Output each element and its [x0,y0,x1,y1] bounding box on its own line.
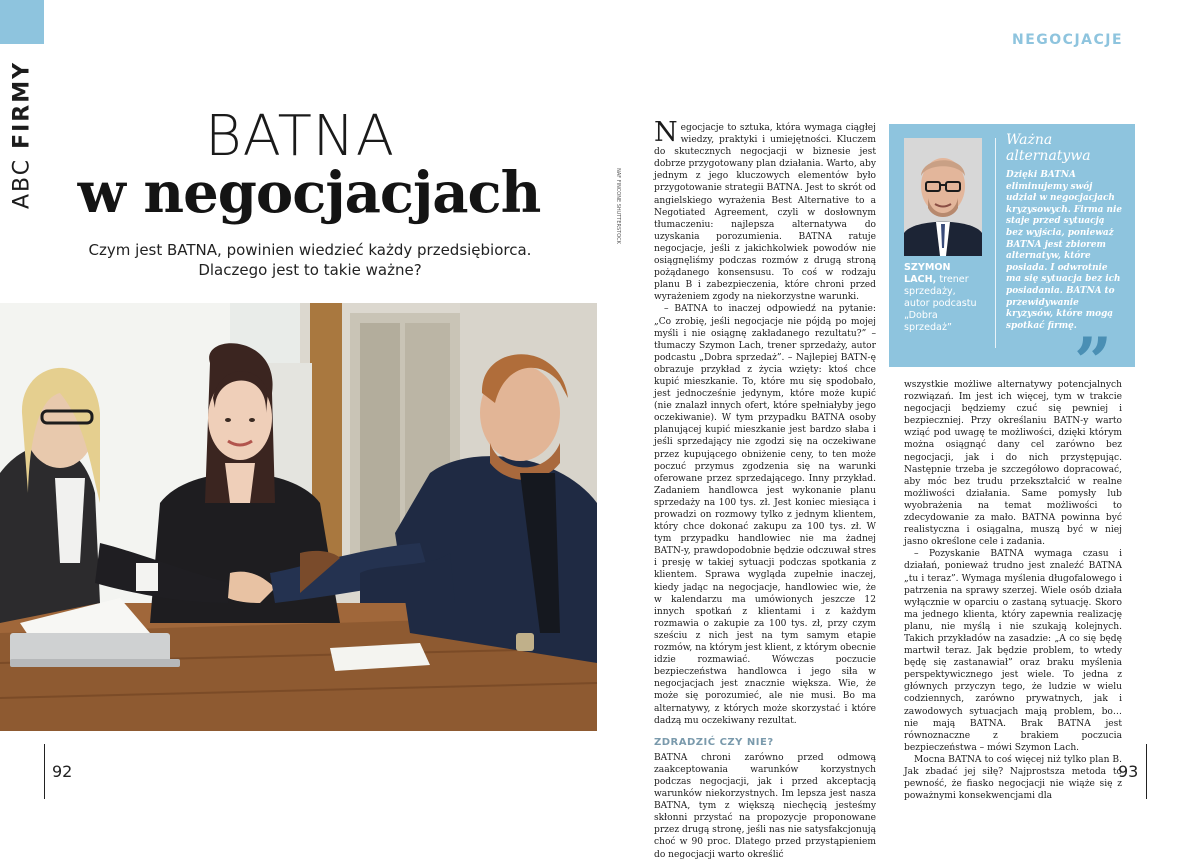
article-paragraph: – BATNA to inaczej odpowiedź na pytanie: „Co zrobię, jeśli negocjacje nie pójdą po mojej myśli i nie osiągnę zakładanego rezultatu?” – tłumaczy Szymon Lach, trener sprzedaży, autor podcastu „Dobra sprzedaż”. – Najlepiej BATN-ę obrazuje przykład z życia wzięty: ktoś chce kupić mieszkanie. To, które mu się spodobało, jest jednocześnie jedynym, które może kupić (nie znalazł innych ofert, które spełniałyby jego oczekiwanie). W tym przypadku BATNA osoby planującej kupić mieszkanie jest bardzo słaba i jeśli sprzedający nie zgodzi się na oczekiwane przez kupującego obniżenie ceny, to ten może poczuć przymus zgodzenia się na warunki oferowane przez sprzedającego. Inny przykład. Zadaniem handlowca jest wykonanie planu sprzedaży na 100 tys. zł. Jest koniec miesiąca i prowadzi on rozmowy tylko z jednym klientem, który chce dokonać zakupu za 100 tys. zł. W tym przypadku handlowiec nie ma żadnej BATN-y, prawdopodobnie będzie odczuwał stres i presję w takiej sytuacji podczas spotkania z klientem. Sprawa wygląda zupełnie inaczej, kiedy jadąc na negocjacje, handlowiec wie, że w kalendarzu ma umówionych jeszcze 12 innych spotkań z klientami i z każdym rozmawia o zakupie za 100 tys. zł, przy czym sześciu z nich jest na tym samym etapie rozmów, na którym jest klient, z którym obecnie idzie rozmawiać. Wówczas poczucie bezpieczeństwa handlowca i jego siła w negocjacjach jest znacznie większa. Wie, że może się porozumieć, ale nie musi. Bo ma alternatywy, z których może skorzystać i które dadzą mu oczekiwany rezultat. [654,304,876,726]
author-caption [904,262,984,334]
author-name: SZYMON LACH, [904,262,951,285]
quote-mark-icon: ” [1074,323,1112,401]
section-label-light: ABC [9,148,35,210]
article-title-line2: w negocjacjach [77,160,541,226]
page-number-left: 92 [52,762,73,781]
sidebar-title: Ważna alternatywa [1006,132,1091,164]
article-paragraph: wszystkie możliwe alternatywy potencjalnych rozwiązań. Im jest ich więcej, tym w trakcie negocjacji będziemy czuć się pewniej i bezpieczniej. Przy określaniu BATN-y warto wziąć pod uwagę te możliwości, dzięki którym można osiągnąć dany cel zarówno bez negocjacji, jak i do nich przystępując. Następnie trzeba je szczegółowo dopracować, aby móc bez trudu przekształcić w realne możliwości działania. Same pomysły lub wyobrażenia na temat możliwości to zdecydowanie za mało. BATNA powinna być realistyczna i osiągalna, muszą być w niej jasno określone cele i zadania. [904,380,1122,548]
article-lead [60,240,560,280]
article-paragraph: BATNA chroni zarówno przed odmową zaakceptowania warunków korzystnych podczas negocjacji, jak i przed akceptacją warunków niekorzystnych. Im lepsza jest nasza BATNA, tym z większą niechęcią jesteśmy skłonni przystać na propozycje proponowane przez drugą stronę, jeśli nas nie satysfakcjonują choć w 90 proc. Dlatego przed przystąpieniem do negocjacji warto określić [654,752,876,860]
page-rule-right [1146,744,1147,799]
section-corner-block [0,0,44,44]
page-number-right: 93 [1118,762,1139,781]
lead-line-2: Dlaczego jest to takie ważne? [198,261,422,279]
paragraph-text: egocjacje to sztuka, która wymaga ciągłej wiedzy, praktyki i umiejętności. Kluczem do skutecznych negocjacji w biznesie jest dobrze przygotowany plan działania. Warto, aby jednym z jego kluczowych elementów było przygotowanie strategii BATNA. Jest to skrót od angielskiego wyrażenia Best Alternative to a Negotiated Agreement, czyli w dosłownym tłumaczeniu: najlepsza alternatywa do uzyskania porozumienia. BATNA ratuje negocjacje, jeśli z jakichkolwiek powodów nie osiągnęliśmy podczas rozmów z drugą stroną pożądanego konsensusu. To coś w rodzaju planu B i zabezpieczenia, które chroni przed wyrażeniem zgody na niekorzystne warunki. [654,123,876,303]
section-tag: NEGOCJACJE [1012,32,1124,48]
page-rule-left [44,744,45,799]
article-photo-handshake [0,303,597,731]
article-paragraph: – Pozyskanie BATNA wymaga czasu i działań, ponieważ trudno jest znaleźć BATNA „tu i teraz”. Wymaga myślenia długofalowego i patrzenia na sprawy szerzej. Wiele osób działa wyłącznie w oparciu o zastaną sytuację. Skoro ma jednego klienta, który zapewnia realizację planu, nie myślą i nie szukają kolejnych. Takich przykładów na zasadzie: „A co się będę martwił teraz. Jak będzie problem, to wtedy będę się zastanawiał” oraz braku myślenia perspektywicznego jest wiele. To jedna z głównych przyczyn tego, że ludzie w wielu codziennych, zarówno prywatnych, jak i zawodowych sytuacjach mają problem, bo… nie mają BATNA. Brak BATNA jest równoznaczne z brakiem poczucia bezpieczeństwa – mówi Szymon Lach. [904,549,1122,753]
photo-credit-text: NAF FINCONE SHUTTERSTOCK [615,168,621,244]
author-portrait-illustration [904,138,982,256]
handshake-photo-illustration [0,303,597,731]
article-column-1 [654,117,876,860]
dropcap-letter: N [654,117,678,148]
lead-line-1: Czym jest BATNA, powinien wiedzieć każdy przedsiębiorca. [88,241,532,259]
section-label-bold: FIRMY [9,60,35,149]
article-paragraph [654,117,876,303]
author-role: trener sprzedaży, autor podcastu „Dobra sprzedaż” [904,274,977,333]
article-subhead: ZDRADZIĆ CZY NIE? [654,736,774,748]
article-title-line1: BATNA [204,104,396,169]
article-paragraph: Mocna BATNA to coś więcej niż tylko plan B. Jak zbadać jej siłę? Najprostsza metoda to pewność, że fiasko negocjacji nie wiąże się z poważnymi konsekwencjami dla [904,754,1122,802]
sidebar-body: Dzięki BATNA eliminujemy swój udział w negocjacjach kryzysowych. Firma nie staje przed sytuacją bez wyjścia, ponieważ BATNA jest zbiorem alternatyw, które posiada. I odwrotnie ma się sytuacja bez ich posiadania. BATNA to przewidywanie kryzysów, które mogą spotkać firmę. [1006,170,1122,331]
author-portrait [904,138,982,256]
article-column-2 [904,379,1122,802]
sidebar-divider [995,138,996,348]
photo-credit [610,168,626,244]
